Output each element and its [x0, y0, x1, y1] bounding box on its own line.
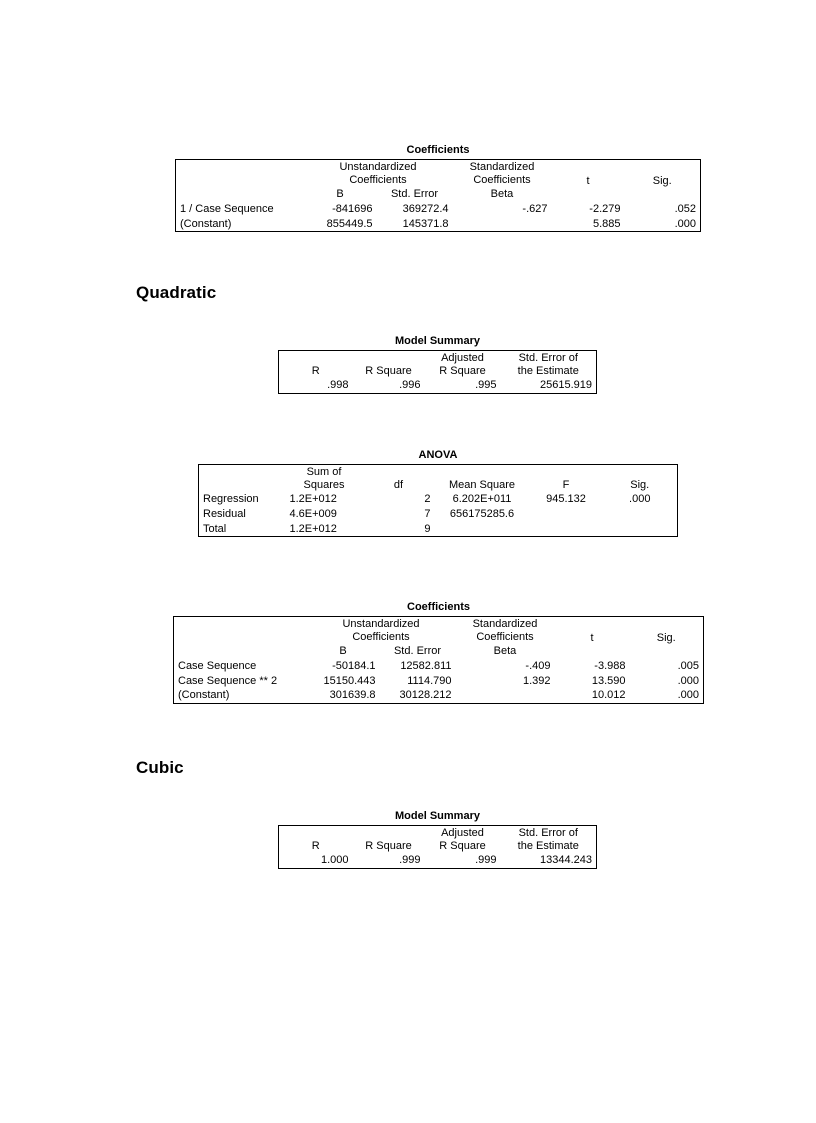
r-header: R [311, 364, 320, 377]
table-title: Model Summary [395, 335, 480, 347]
adjusted-line2: R Square [439, 364, 486, 377]
unstandardized-group-header [307, 617, 456, 645]
cell-t: 13.590 [591, 674, 626, 687]
corner-cell [199, 465, 286, 493]
cell-b: 855449.5 [326, 217, 373, 230]
cell-sig [603, 522, 678, 537]
cell-t: 10.012 [591, 689, 626, 702]
cell-df: 2 [424, 493, 431, 506]
cell-f: 945.132 [546, 493, 586, 506]
cell-sig: .000 [677, 674, 699, 687]
standardized-group-header [453, 160, 552, 188]
sum-line1: Sum of [306, 466, 342, 478]
cell-std-error: 13344.243 [540, 854, 592, 867]
std-error-estimate-header [501, 351, 597, 379]
cell-df: 7 [424, 507, 431, 520]
table-title: Model Summary [395, 810, 480, 822]
mean-square-header: Mean Square [448, 478, 516, 491]
unstandardized-line1: Unstandardized [342, 618, 420, 630]
table-header-row [199, 465, 678, 493]
cell-f [530, 507, 603, 522]
cell-t: -3.988 [594, 659, 626, 672]
r-header: R [311, 839, 320, 852]
cell-adjusted-r-square: .999 [475, 854, 497, 867]
sig-header: Sig. [630, 478, 650, 491]
cell-beta: -.627 [522, 202, 548, 215]
adjusted-line1: Adjusted [441, 827, 484, 839]
quadratic-anova-block [198, 449, 678, 537]
cell-sum-squares: 4.6E+009 [289, 507, 337, 520]
cell-beta: 1.392 [522, 674, 551, 687]
table-row [199, 522, 678, 537]
f-header: F [562, 478, 570, 491]
coefficients-inverse-table [175, 159, 701, 232]
table-row [174, 674, 704, 689]
b-header: B [339, 645, 347, 658]
corner-cell [176, 160, 304, 202]
cell-t: 5.885 [592, 217, 621, 230]
cell-se: 12582.811 [400, 659, 452, 672]
table-row [199, 507, 678, 522]
table-row [174, 688, 704, 703]
unstandardized-group-header [304, 160, 453, 188]
adjusted-r-square-header [425, 826, 501, 854]
section-heading-quadratic: Quadratic [136, 283, 217, 302]
table-row [176, 217, 701, 232]
table-row [176, 202, 701, 217]
quadratic-anova-table [198, 464, 678, 537]
adjusted-line2: R Square [439, 839, 486, 852]
row-label: (Constant) [178, 689, 230, 702]
coefficients-inverse-block [175, 144, 701, 232]
t-header: t [590, 631, 594, 644]
standardized-line2: Coefficients [473, 173, 531, 186]
quadratic-coefficients-table [173, 616, 704, 704]
standardized-line1: Standardized [469, 161, 535, 173]
sum-line2: Squares [303, 478, 345, 491]
cell-sig: .000 [629, 493, 651, 506]
standardized-line2: Coefficients [476, 630, 534, 643]
cell-f [530, 522, 603, 537]
table-header-row [174, 617, 704, 645]
cell-sig: .000 [674, 217, 696, 230]
table-header-row [279, 351, 597, 379]
cubic-model-summary-table [278, 825, 597, 869]
row-label: Case Sequence [178, 659, 257, 672]
section-heading-cubic: Cubic [136, 758, 184, 777]
unstandardized-line1: Unstandardized [339, 161, 417, 173]
row-label: Residual [203, 507, 246, 520]
cell-sum-squares: 1.2E+012 [289, 522, 337, 535]
cell-t: -2.279 [589, 202, 621, 215]
unstandardized-line2: Coefficients [349, 173, 407, 186]
std-error-line1: Std. Error of [518, 352, 578, 364]
cell-std-error: 25615.919 [540, 379, 592, 392]
cell-b: 15150.443 [323, 674, 376, 687]
standardized-line1: Standardized [472, 618, 538, 630]
b-header: B [336, 188, 344, 201]
table-header-row [176, 160, 701, 188]
cell-r: 1.000 [320, 854, 349, 867]
table-row [279, 853, 597, 868]
std-error-line2: the Estimate [517, 364, 579, 377]
sum-of-squares-header [286, 465, 363, 493]
df-header: df [393, 478, 404, 491]
standardized-group-header [456, 617, 555, 645]
cell-mean-square: 656175285.6 [449, 507, 515, 520]
table-row [174, 659, 704, 674]
cell-b: -841696 [332, 202, 373, 215]
beta-header: Beta [493, 645, 517, 658]
r-square-header: R Square [365, 364, 412, 377]
cell-beta: -.409 [525, 659, 551, 672]
std-error-header: Std. Error [393, 645, 442, 658]
t-header: t [586, 174, 590, 187]
std-error-header: Std. Error [390, 188, 439, 201]
cell-b: -50184.1 [332, 659, 376, 672]
table-row [199, 492, 678, 507]
corner-cell [174, 617, 307, 659]
r-square-header: R Square [365, 839, 412, 852]
cell-sum-squares: 1.2E+012 [289, 493, 337, 506]
beta-header: Beta [490, 188, 514, 201]
cell-beta [453, 217, 552, 232]
cell-sig: .000 [677, 689, 699, 702]
cell-mean-square: 6.202E+011 [452, 493, 512, 506]
cell-b: 301639.8 [329, 689, 376, 702]
quadratic-model-summary-block [278, 335, 597, 394]
table-row [279, 378, 597, 393]
cell-sig: .005 [677, 659, 699, 672]
cell-beta [456, 688, 555, 703]
sig-header: Sig. [652, 174, 672, 187]
quadratic-coefficients-block [173, 601, 704, 704]
row-label: Regression [203, 493, 259, 506]
cell-sig [603, 507, 678, 522]
table-title: Coefficients [407, 601, 470, 613]
row-label: Total [203, 522, 227, 535]
table-title: Coefficients [406, 144, 470, 156]
unstandardized-line2: Coefficients [352, 630, 410, 643]
cell-sig: .052 [674, 202, 696, 215]
std-error-line1: Std. Error of [518, 827, 578, 839]
std-error-estimate-header [501, 826, 597, 854]
cell-adjusted-r-square: .995 [475, 379, 497, 392]
cell-se: 145371.8 [402, 217, 449, 230]
std-error-line2: the Estimate [517, 839, 579, 852]
adjusted-r-square-header [425, 351, 501, 379]
row-label: 1 / Case Sequence [180, 202, 274, 215]
sig-header: Sig. [656, 631, 676, 644]
cell-r: .998 [327, 379, 349, 392]
cell-df: 9 [424, 522, 431, 535]
table-title: ANOVA [418, 449, 458, 461]
cell-se: 369272.4 [402, 202, 449, 215]
row-label: (Constant) [180, 217, 232, 230]
cell-se: 30128.212 [399, 689, 452, 702]
cell-se: 1114.790 [407, 674, 452, 687]
cell-r-square: .996 [399, 379, 421, 392]
cell-r-square: .999 [399, 854, 421, 867]
cell-mean-square [435, 522, 530, 537]
cubic-model-summary-block [278, 810, 597, 869]
adjusted-line1: Adjusted [441, 352, 484, 364]
quadratic-model-summary-table [278, 350, 597, 394]
row-label: Case Sequence ** 2 [178, 674, 278, 687]
table-header-row [279, 826, 597, 854]
